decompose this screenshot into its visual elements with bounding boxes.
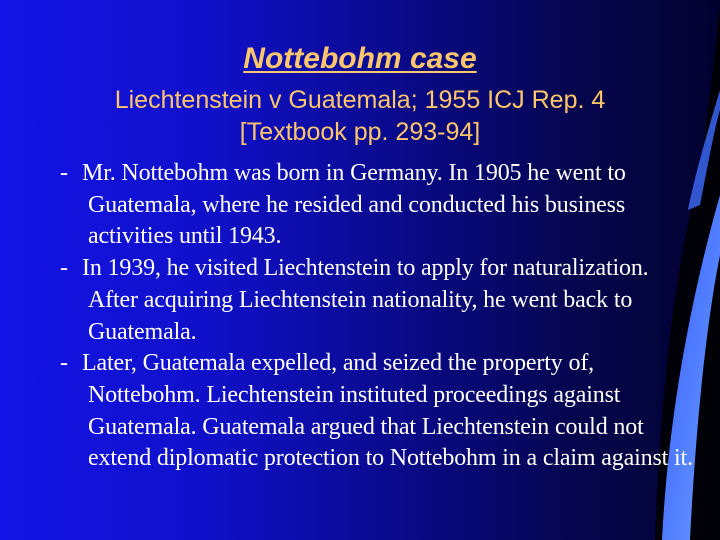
bullet-text: In 1939, he visited Liechtenstein to apply for naturalization. After acquiring Liechtenstein nationality, he went back to Guatemala. — [82, 255, 649, 345]
bullet-marker: - — [60, 160, 68, 186]
case-citation: Liechtenstein v Guatemala; 1955 ICJ Rep. 4 — [114, 86, 606, 114]
bullet-text: Mr. Nottebohm was born in Germany. In 1905 he went to Guatemala, where he resided and conducted his business activities until 1943. — [82, 160, 626, 250]
slide-title: Nottebohm case — [243, 42, 477, 75]
bullet-text: Later, Guatemala expelled, and seized the property of, Nottebohm. Liechtenstein instituted proceedings against Guatemala. Guatemala argued that Liechtenstein could not extend diplomatic protection to Nottebohm in a claim against it. — [82, 350, 693, 472]
bullet-item — [0, 253, 700, 348]
bullet-item — [0, 348, 700, 475]
textbook-reference: [Textbook pp. 293-94] — [239, 118, 481, 146]
bullet-item — [0, 158, 700, 253]
bullet-list — [0, 158, 700, 475]
bullet-marker: - — [60, 255, 68, 282]
bullet-marker: - — [60, 350, 68, 377]
